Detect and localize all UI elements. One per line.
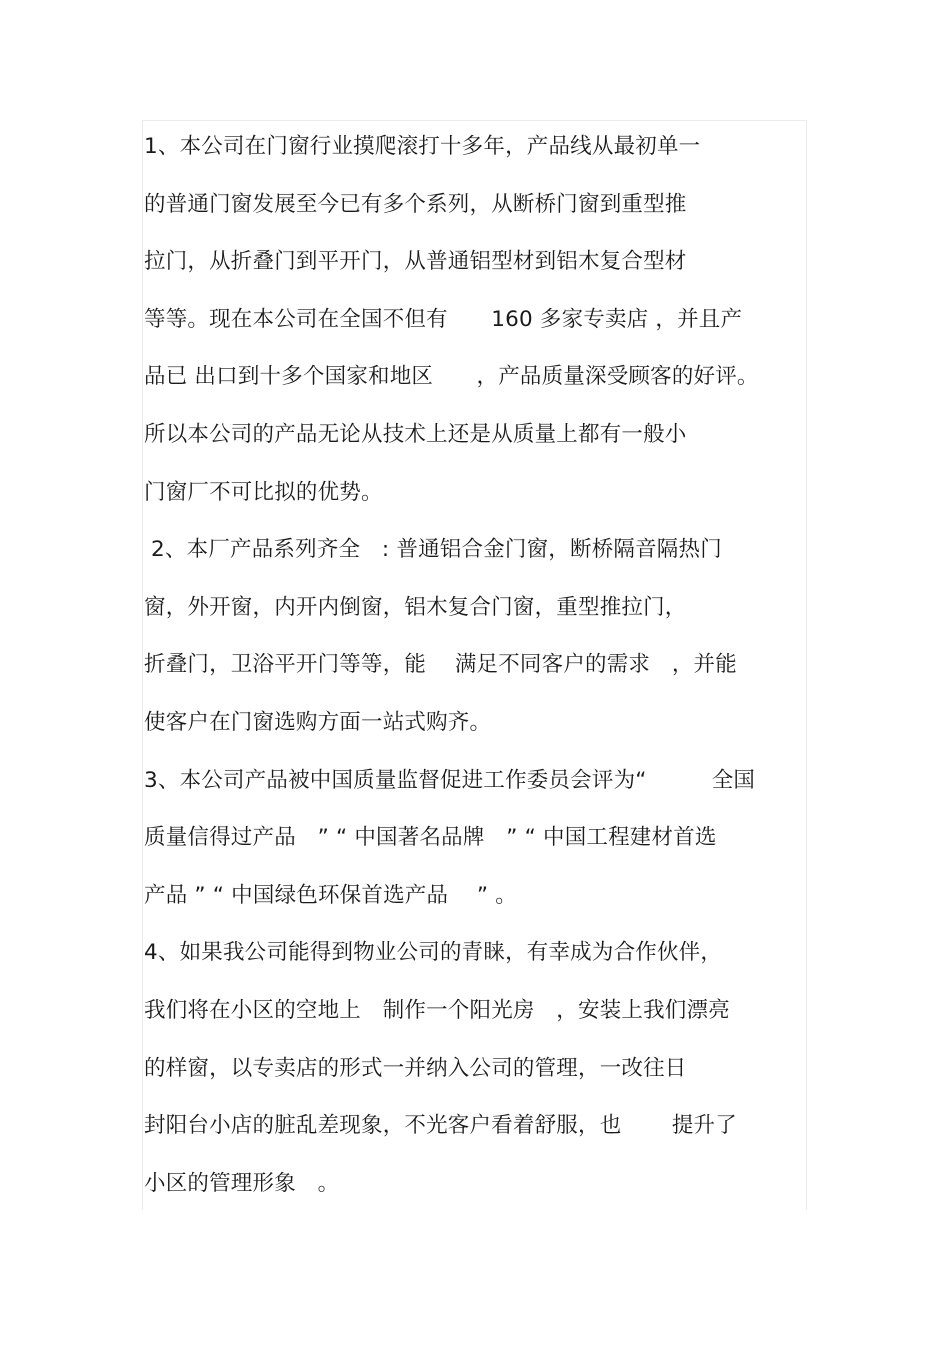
text-line: 3、本公司产品被中国质量监督促进工作委员会评为“ 全国 (144, 767, 756, 793)
text-line: 品已 出口到十多个国家和地区 ，产品质量深受顾客的好评。 (144, 364, 759, 390)
text-line: 所以本公司的产品无论从技术上还是从质量上都有一般小 (144, 421, 687, 447)
document-body (144, 118, 804, 1212)
text-line: 的样窗，以专卖店的形式一并纳入公司的管理，一改往日 (144, 1055, 687, 1081)
text-line: 使客户在门窗选购方面一站式购齐。 (144, 709, 492, 735)
text-line: 封阳台小店的脏乱差现象，不光客户看着舒服，也 提升了 (144, 1113, 737, 1139)
text-line: 折叠门，卫浴平开门等等，能 满足不同客户的需求 ，并能 (144, 652, 737, 678)
text-line: 窗，外开窗，内开内倒窗，铝木复合门窗，重型推拉门， (144, 594, 687, 620)
text-line: 产品 ” “ 中国绿色环保首选产品 ” 。 (144, 882, 517, 908)
text-line: 1、本公司在门窗行业摸爬滚打十多年，产品线从最初单一 (144, 134, 701, 159)
text-line: 2、本厂产品系列齐全 : 普通铝合金门窗，断桥隔音隔热门 (144, 537, 722, 563)
text-line: 的普通门窗发展至今已有多个系列，从断桥门窗到重型推 (144, 191, 687, 217)
text-line: 小区的管理形象 。 (144, 1170, 340, 1196)
text-line: 拉门，从折叠门到平开门，从普通铝型材到铝木复合型材 (144, 249, 687, 275)
text-line: 我们将在小区的空地上 制作一个阳光房 ，安装上我们漂亮 (144, 997, 730, 1023)
text-line: 质量信得过产品 ” “ 中国著名品牌 ” “ 中国工程建材首选 (144, 825, 717, 851)
text-line: 等等。现在本公司在全国不但有 160 多家专卖店 ，并且产 (144, 306, 743, 332)
text-line: 门窗厂不可比拟的优势。 (144, 479, 383, 505)
text-line: 4、如果我公司能得到物业公司的青睐，有幸成为合作伙伴， (144, 940, 723, 966)
